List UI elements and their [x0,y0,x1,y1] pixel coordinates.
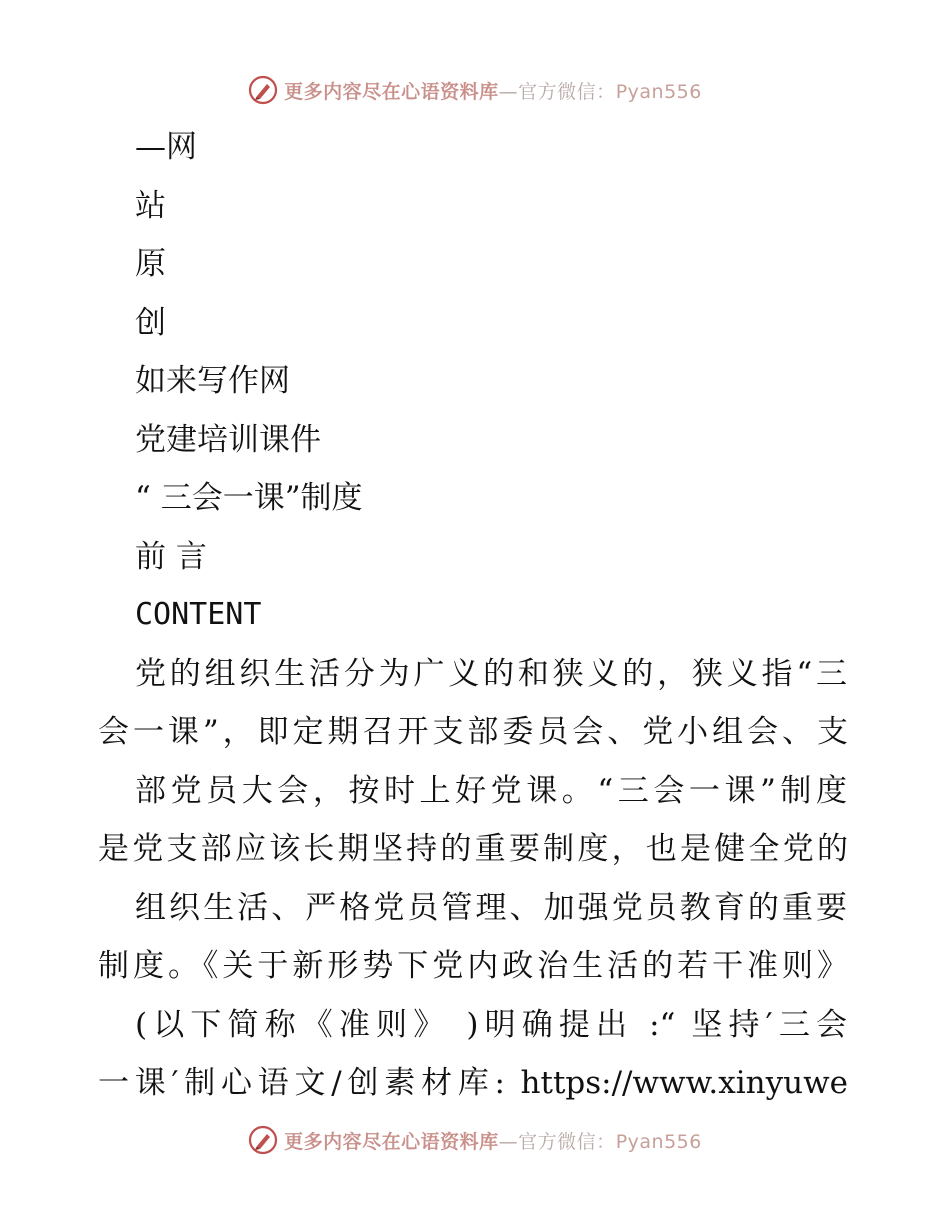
text-line: 站 [135,187,166,224]
text-line: 创 [135,304,166,341]
pen-seal-logo-icon [248,1125,278,1155]
text-line: 原 [135,246,166,282]
banner-wechat-id: Pyan556 [615,80,702,103]
banner-sub-text: 官方微信： [518,80,616,103]
pen-seal-logo-icon [248,75,278,105]
header-banner [0,70,950,110]
paragraph-line: 是党支部应该长期坚持的重要制度，也是健全党的 [98,831,848,867]
paragraph-line: 部党员大会，按时上好党课。“三会一课”制度 [135,772,847,809]
document-body [0,118,950,1113]
banner-wechat-id: Pyan556 [615,1130,702,1153]
paragraph-line: 组织生活、严格党员管理、加强党员教育的重要 [135,889,847,926]
document-title: “ 三会一课”制度 [135,480,363,516]
banner-dash: — [498,80,519,103]
paragraph-line: 会一课”，即定期召开支部委员会、党小组会、支 [98,714,848,750]
banner-main-text: 更多内容尽在心语资料库 [284,1130,499,1153]
section-heading: 前 言 [135,538,207,575]
paragraph-line: 一课′制心语文/创素材库: https://www.xinyuwe [98,1065,848,1101]
course-title: 党建培训课件 [135,421,321,458]
text-line: —网 [135,129,197,165]
site-name: 如来写作网 [135,363,290,399]
section-subheading: CONTENT [135,597,262,632]
banner-dash: — [498,1130,519,1153]
banner-sub-text: 官方微信： [518,1130,616,1153]
paragraph-line: 党的组织生活分为广义的和狭义的，狭义指“三 [135,655,847,692]
banner-main-text: 更多内容尽在心语资料库 [284,80,499,103]
footer-banner [0,1120,950,1160]
paragraph-line: (以下简称《准则》 )明确提出 :“ 坚持′三会 [135,1006,847,1043]
paragraph-line: 制度。《关于新形势下党内政治生活的若干准则》 [98,948,848,984]
